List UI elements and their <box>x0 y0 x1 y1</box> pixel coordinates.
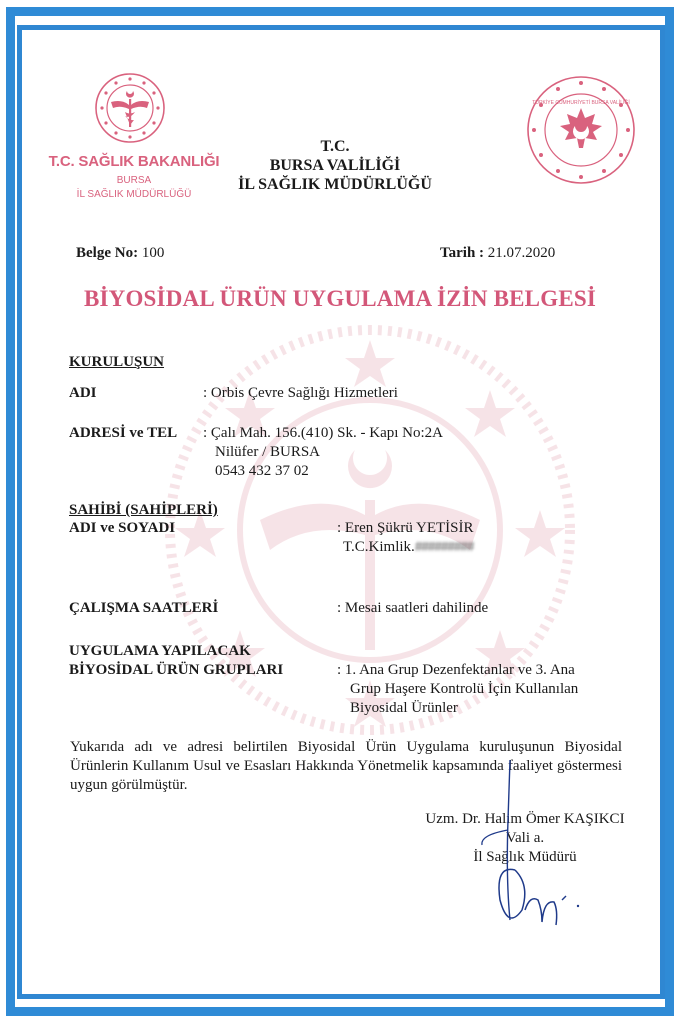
organization-address-line2: Nilüfer / BURSA <box>215 444 320 460</box>
organization-phone: 0543 432 37 02 <box>215 463 309 479</box>
owner-id-redacted: ######### <box>414 539 474 555</box>
doc-number <box>76 245 164 262</box>
ministry-city: BURSA <box>116 175 152 186</box>
organization-name-label: ADI <box>69 385 97 401</box>
ministry-directorate: İL SAĞLIK MÜDÜRLÜĞÜ <box>76 189 192 200</box>
groups-value-line1: : 1. Ana Grup Dezenfektanlar ve 3. Ana <box>337 662 575 678</box>
owner-heading: SAHİBİ (SAHİPLERİ) <box>69 502 218 518</box>
owner-name-label: ADI ve SOYADI <box>69 520 176 536</box>
doc-number-value: 100 <box>141 245 165 261</box>
owner-name-value: : Eren Şükrü YETİSİR <box>337 520 474 536</box>
seal-text: TÜRKİYE CUMHURİYETİ BURSA VALİLİĞİ <box>532 100 630 106</box>
header-line-tc: T.C. <box>320 138 350 155</box>
signatory-position: İl Sağlık Müdürü <box>473 849 577 865</box>
handwritten-signature-icon <box>470 760 620 940</box>
owner-id-label: T.C.Kimlik. <box>343 539 415 555</box>
groups-value-line3: Biyosidal Ürünler <box>350 700 458 716</box>
owner-id <box>343 539 473 556</box>
organization-address-label: ADRESİ ve TEL <box>69 425 178 441</box>
doc-date-value: 21.07.2020 <box>487 245 556 261</box>
doc-date <box>440 245 555 262</box>
hours-label: ÇALIŞMA SAATLERİ <box>69 600 219 616</box>
organization-heading: KURULUŞUN <box>69 354 165 370</box>
signatory-name: Uzm. Dr. Halim Ömer KAŞIKCI <box>425 811 625 827</box>
header-line-directorate: İL SAĞLIK MÜDÜRLÜĞÜ <box>238 176 432 193</box>
groups-label-line2: BİYOSİDAL ÜRÜN GRUPLARI <box>69 662 284 678</box>
groups-value-line2: Grup Haşere Kontrolü İçin Kullanılan <box>350 681 579 697</box>
organization-address-line1: : Çalı Mah. 156.(410) Sk. - Kapı No:2A <box>203 425 443 441</box>
ministry-name: T.C. SAĞLIK BAKANLIĞI <box>48 153 220 170</box>
organization-name-value: : Orbis Çevre Sağlığı Hizmetleri <box>203 385 398 401</box>
ministry-of-health-emblem-icon <box>94 72 166 144</box>
approval-statement: Yukarıda adı ve adresi belirtilen Biyosidal Ürün Uygulama kuruluşunun Biyosidal Ürünlerin Kullanım Usul ve Esasları Hakkında Yönetmelik kapsamında faaliyet göstermesi uygun görülmüştür. <box>70 739 622 793</box>
groups-label-line1: UYGULAMA YAPILACAK <box>69 643 251 659</box>
signatory-on-behalf: Vali a. <box>505 830 545 846</box>
doc-number-label: Belge No: <box>76 245 139 261</box>
document-title: BİYOSİDAL ÜRÜN UYGULAMA İZİN BELGESİ <box>83 286 597 311</box>
header-line-governorship: BURSA VALİLİĞİ <box>269 157 401 174</box>
doc-date-label: Tarih : <box>440 245 485 261</box>
bursa-governorship-seal-icon <box>525 74 637 186</box>
hours-value: : Mesai saatleri dahilinde <box>337 600 489 616</box>
